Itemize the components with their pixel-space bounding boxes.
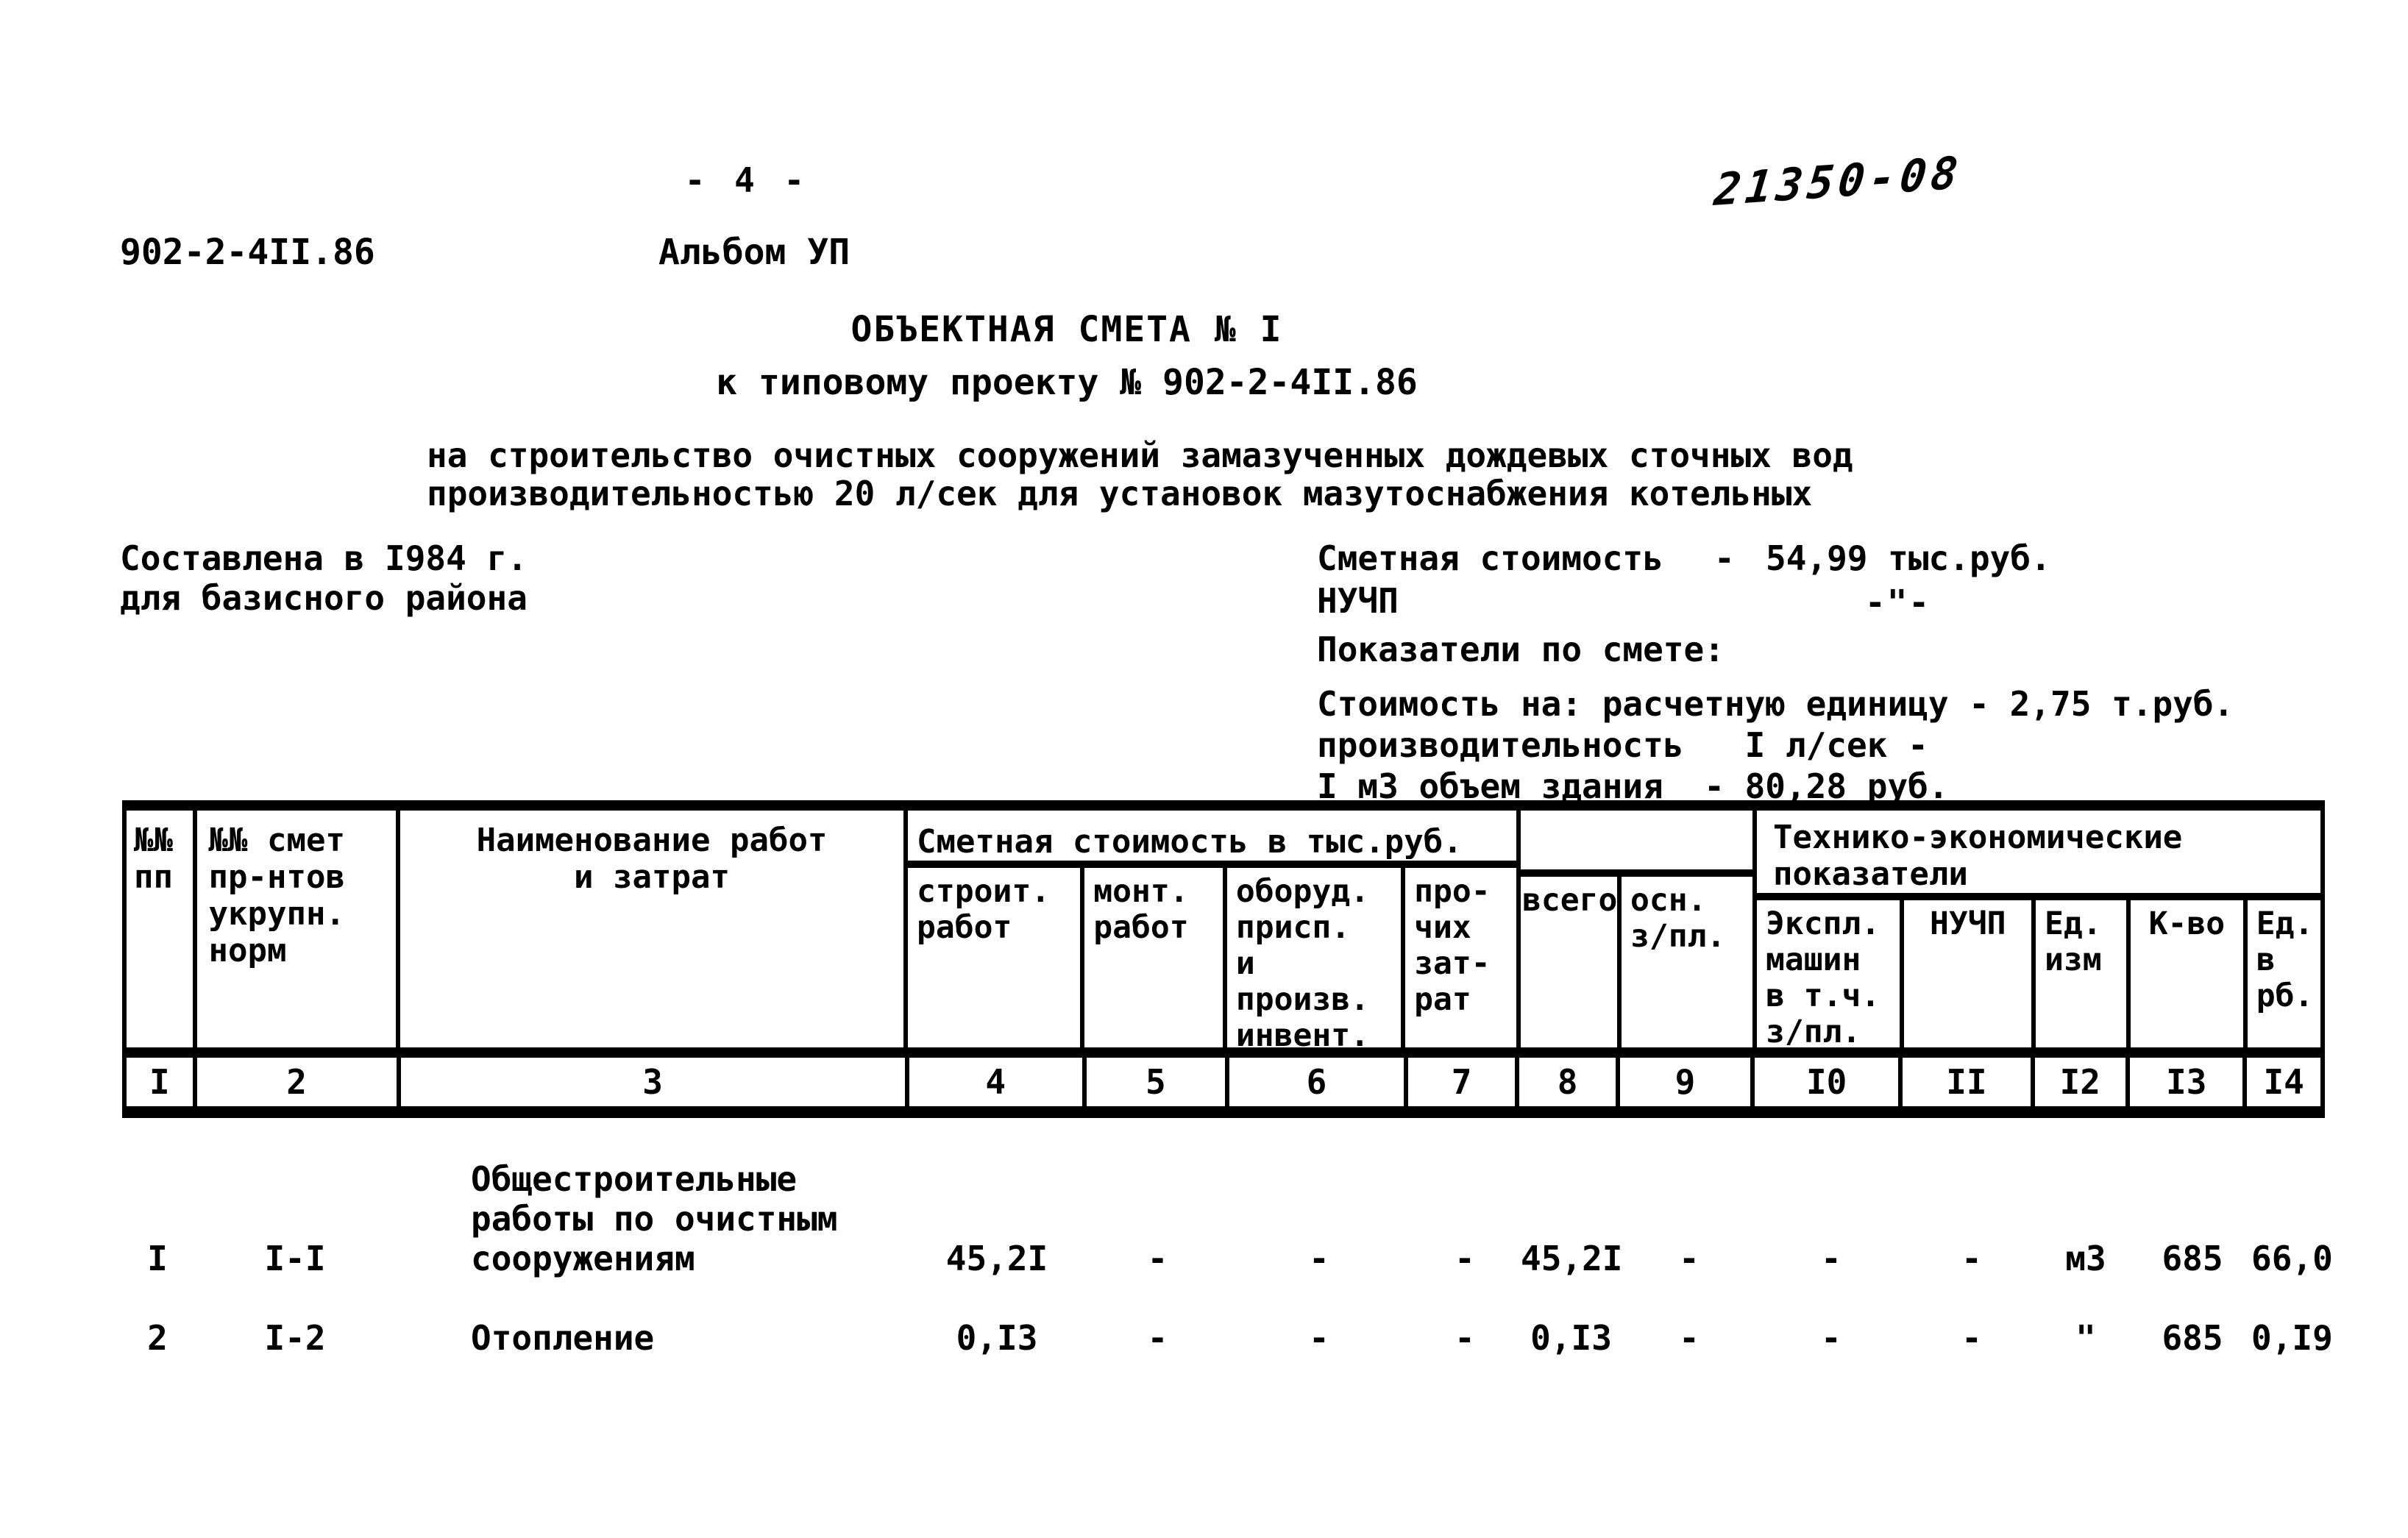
cell-machines: - <box>1821 1239 1841 1278</box>
cell-row-no: 2 <box>147 1318 168 1358</box>
header-group-tech <box>1757 811 2320 1050</box>
page-number: - 4 - <box>684 160 809 200</box>
header-col-equipment: оборуд. присп. и произв. инвент. <box>1227 868 1405 1054</box>
cell-row-no: I <box>147 1239 168 1278</box>
header-col-name: Наименование работ и затрат <box>400 811 908 1047</box>
header-group-total <box>1521 811 1757 1047</box>
estimate-cost-label: Сметная стоимость <box>1317 538 1663 578</box>
cell-other: - <box>1455 1239 1475 1278</box>
cell-nuchp: - <box>1961 1318 1982 1358</box>
nuchp-ditto-value: -"- <box>1865 583 1931 622</box>
header-col-unit-rub: Ед. в рб. <box>2256 905 2314 1014</box>
col-number: 5 <box>1087 1058 1229 1106</box>
estimate-cost-dash: - <box>1714 538 1735 578</box>
header-col-total: всего <box>1521 877 1622 1047</box>
col-number: I2 <box>2035 1058 2130 1106</box>
header-col-base-wages: осн. з/пл. <box>1630 882 1726 955</box>
cell-construction: 45,2I <box>945 1239 1048 1278</box>
col-number: 9 <box>1620 1058 1755 1106</box>
estimate-table-header <box>122 811 2325 1058</box>
cost-subheaders <box>908 868 1516 1054</box>
cell-installation: - <box>1147 1239 1168 1278</box>
band-estimate-cost: Сметная стоимость в тыс.руб. <box>908 811 1516 868</box>
cell-unit: м3 <box>2065 1239 2106 1278</box>
cell-unit: " <box>2075 1318 2096 1358</box>
cell-unit-rub: 0,I9 <box>2251 1318 2333 1358</box>
col-number: 3 <box>401 1058 909 1106</box>
tech-subheaders <box>1757 900 2320 1050</box>
header-col-quantity: К-во <box>2131 900 2248 1050</box>
album-label: Альбом УП <box>658 232 850 273</box>
cell-quantity: 685 <box>2162 1239 2223 1278</box>
header-group-cost <box>908 811 1521 1054</box>
col-number: 6 <box>1229 1058 1408 1106</box>
header-col-other: про- чих зат- рат <box>1414 873 1491 1018</box>
cell-total: 0,I3 <box>1530 1318 1612 1358</box>
document-title: ОБЪЕКТНАЯ СМЕТА № I <box>850 309 1283 350</box>
estimate-table <box>122 800 2325 1118</box>
header-col-unit: Ед. изм <box>2036 900 2131 1050</box>
col-number: I4 <box>2263 1062 2304 1102</box>
compiled-region: для базисного района <box>120 578 528 618</box>
col-number: 4 <box>909 1058 1087 1106</box>
project-code: 902-2-4II.86 <box>120 232 375 273</box>
indicators-header: Показатели по смете: <box>1317 630 1725 669</box>
description-line-2: производительностью 20 л/сек для установок мазутоснабжения котельных <box>427 474 1813 513</box>
header-col-construction: строит. работ <box>908 868 1084 1054</box>
cell-estimate-no: I-2 <box>264 1318 326 1358</box>
cell-base-wages: - <box>1679 1239 1700 1278</box>
col-number: I0 <box>1755 1058 1903 1106</box>
header-col-installation: монт. работ <box>1084 868 1227 1054</box>
table-row <box>122 1159 2333 1278</box>
header-col-pp: №№ пп <box>127 811 197 1047</box>
band-empty <box>1521 811 1752 877</box>
band-tech-indicators: Технико-экономические показатели <box>1757 811 2320 900</box>
cell-installation: - <box>1147 1318 1168 1358</box>
col-number: 8 <box>1519 1058 1619 1106</box>
cell-other: - <box>1455 1318 1475 1358</box>
col-number: 7 <box>1408 1058 1519 1106</box>
col-number: I3 <box>2130 1058 2247 1106</box>
col-number: II <box>1903 1058 2034 1106</box>
document-subtitle: к типовому проекту № 902-2-4II.86 <box>716 362 1418 403</box>
indicator-unit-cost: Стоимость на: расчетную единицу - 2,75 т.руб. <box>1317 684 2234 724</box>
cell-quantity: 685 <box>2162 1318 2223 1358</box>
cell-work-name: Отопление <box>471 1318 655 1358</box>
cell-nuchp: - <box>1961 1239 1982 1278</box>
cell-unit-rub: 66,0 <box>2251 1239 2333 1278</box>
col-number: I <box>127 1058 197 1106</box>
indicator-capacity: производительность I л/сек - <box>1317 725 1928 765</box>
header-col-machines: Экспл. машин в т.ч. з/пл. <box>1757 900 1904 1050</box>
cell-machines: - <box>1821 1318 1841 1358</box>
cell-base-wages: - <box>1679 1318 1700 1358</box>
column-numbers-row <box>122 1058 2325 1118</box>
cell-equipment: - <box>1309 1318 1329 1358</box>
nuchp-label: НУЧП <box>1317 581 1399 621</box>
cell-estimate-no: I-I <box>264 1239 326 1278</box>
cell-work-name: Общестроительные работы по очистным сооружениям <box>471 1159 838 1278</box>
table-row <box>122 1318 2333 1358</box>
cell-equipment: - <box>1309 1239 1329 1278</box>
cell-total: 45,2I <box>1521 1239 1623 1278</box>
header-col-norm: №№ смет пр-нтов укрупн. норм <box>197 811 401 1047</box>
col-number: 2 <box>197 1058 401 1106</box>
handwritten-number: 21350-08 <box>1711 146 1965 217</box>
compiled-year: Составлена в I984 г. <box>120 538 528 578</box>
description-line-1: на строительство очистных сооружений замазученных дождевых сточных вод <box>427 435 1853 475</box>
indicator-volume-cost: I м3 объем здания - 80,28 руб. <box>1317 766 1949 806</box>
header-col-nuchp: НУЧП <box>1904 900 2036 1050</box>
estimate-cost-value: 54,99 тыс.руб. <box>1766 538 2051 578</box>
cell-construction: 0,I3 <box>956 1318 1038 1358</box>
total-subheaders <box>1521 877 1752 1047</box>
